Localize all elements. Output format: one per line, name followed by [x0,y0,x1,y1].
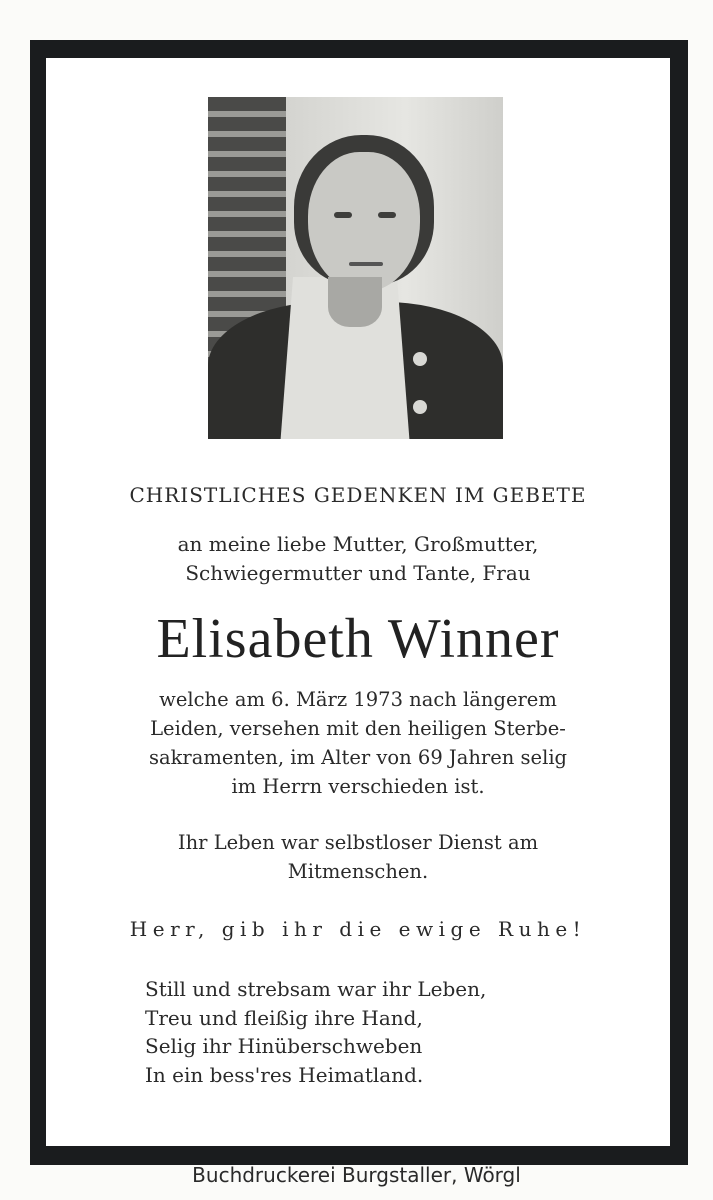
death-info [46,685,670,801]
verse-line: Still und strebsam war ihr Leben, [145,977,487,1001]
photo-button-bottom [413,400,427,414]
deceased-name: Elisabeth Winner [156,608,560,670]
death-info-line: welche am 6. März 1973 nach längerem [159,688,557,711]
photo-eye-left [334,212,352,218]
photo-neck [328,277,382,327]
photo-button-top [413,352,427,366]
portrait-photo [208,97,503,439]
death-info-line: sakramenten, im Alter von 69 Jahren selig [148,746,568,769]
death-info-line: im Herrn verschieden ist. [231,775,485,798]
tribute-line: Ihr Leben war selbstloser Dienst am [177,831,539,854]
photo-eye-right [378,212,396,218]
tribute-line: Mitmenschen. [287,860,429,883]
verse [145,975,645,1089]
prayer: Herr, gib ihr die ewige Ruhe! [129,917,587,941]
tribute [46,828,670,886]
photo-face [308,152,420,292]
verse-line: Treu und fleißig ihre Hand, [145,1005,423,1030]
verse-line: In ein bess'res Heimatland. [145,1062,424,1087]
heading: CHRISTLICHES GEDENKEN IM GEBETE [129,483,587,507]
photo-mouth [349,262,383,266]
dedication [46,530,670,588]
verse-line: Selig ihr Hinüberschweben [145,1034,423,1058]
death-info-line: Leiden, versehen mit den heiligen Sterbe- [150,717,566,740]
printer-imprint: Buchdruckerei Burgstaller, Wörgl [192,1163,521,1187]
dedication-line: Schwiegermutter und Tante, Frau [185,561,531,585]
dedication-line: an meine liebe Mutter, Großmutter, [177,532,539,556]
